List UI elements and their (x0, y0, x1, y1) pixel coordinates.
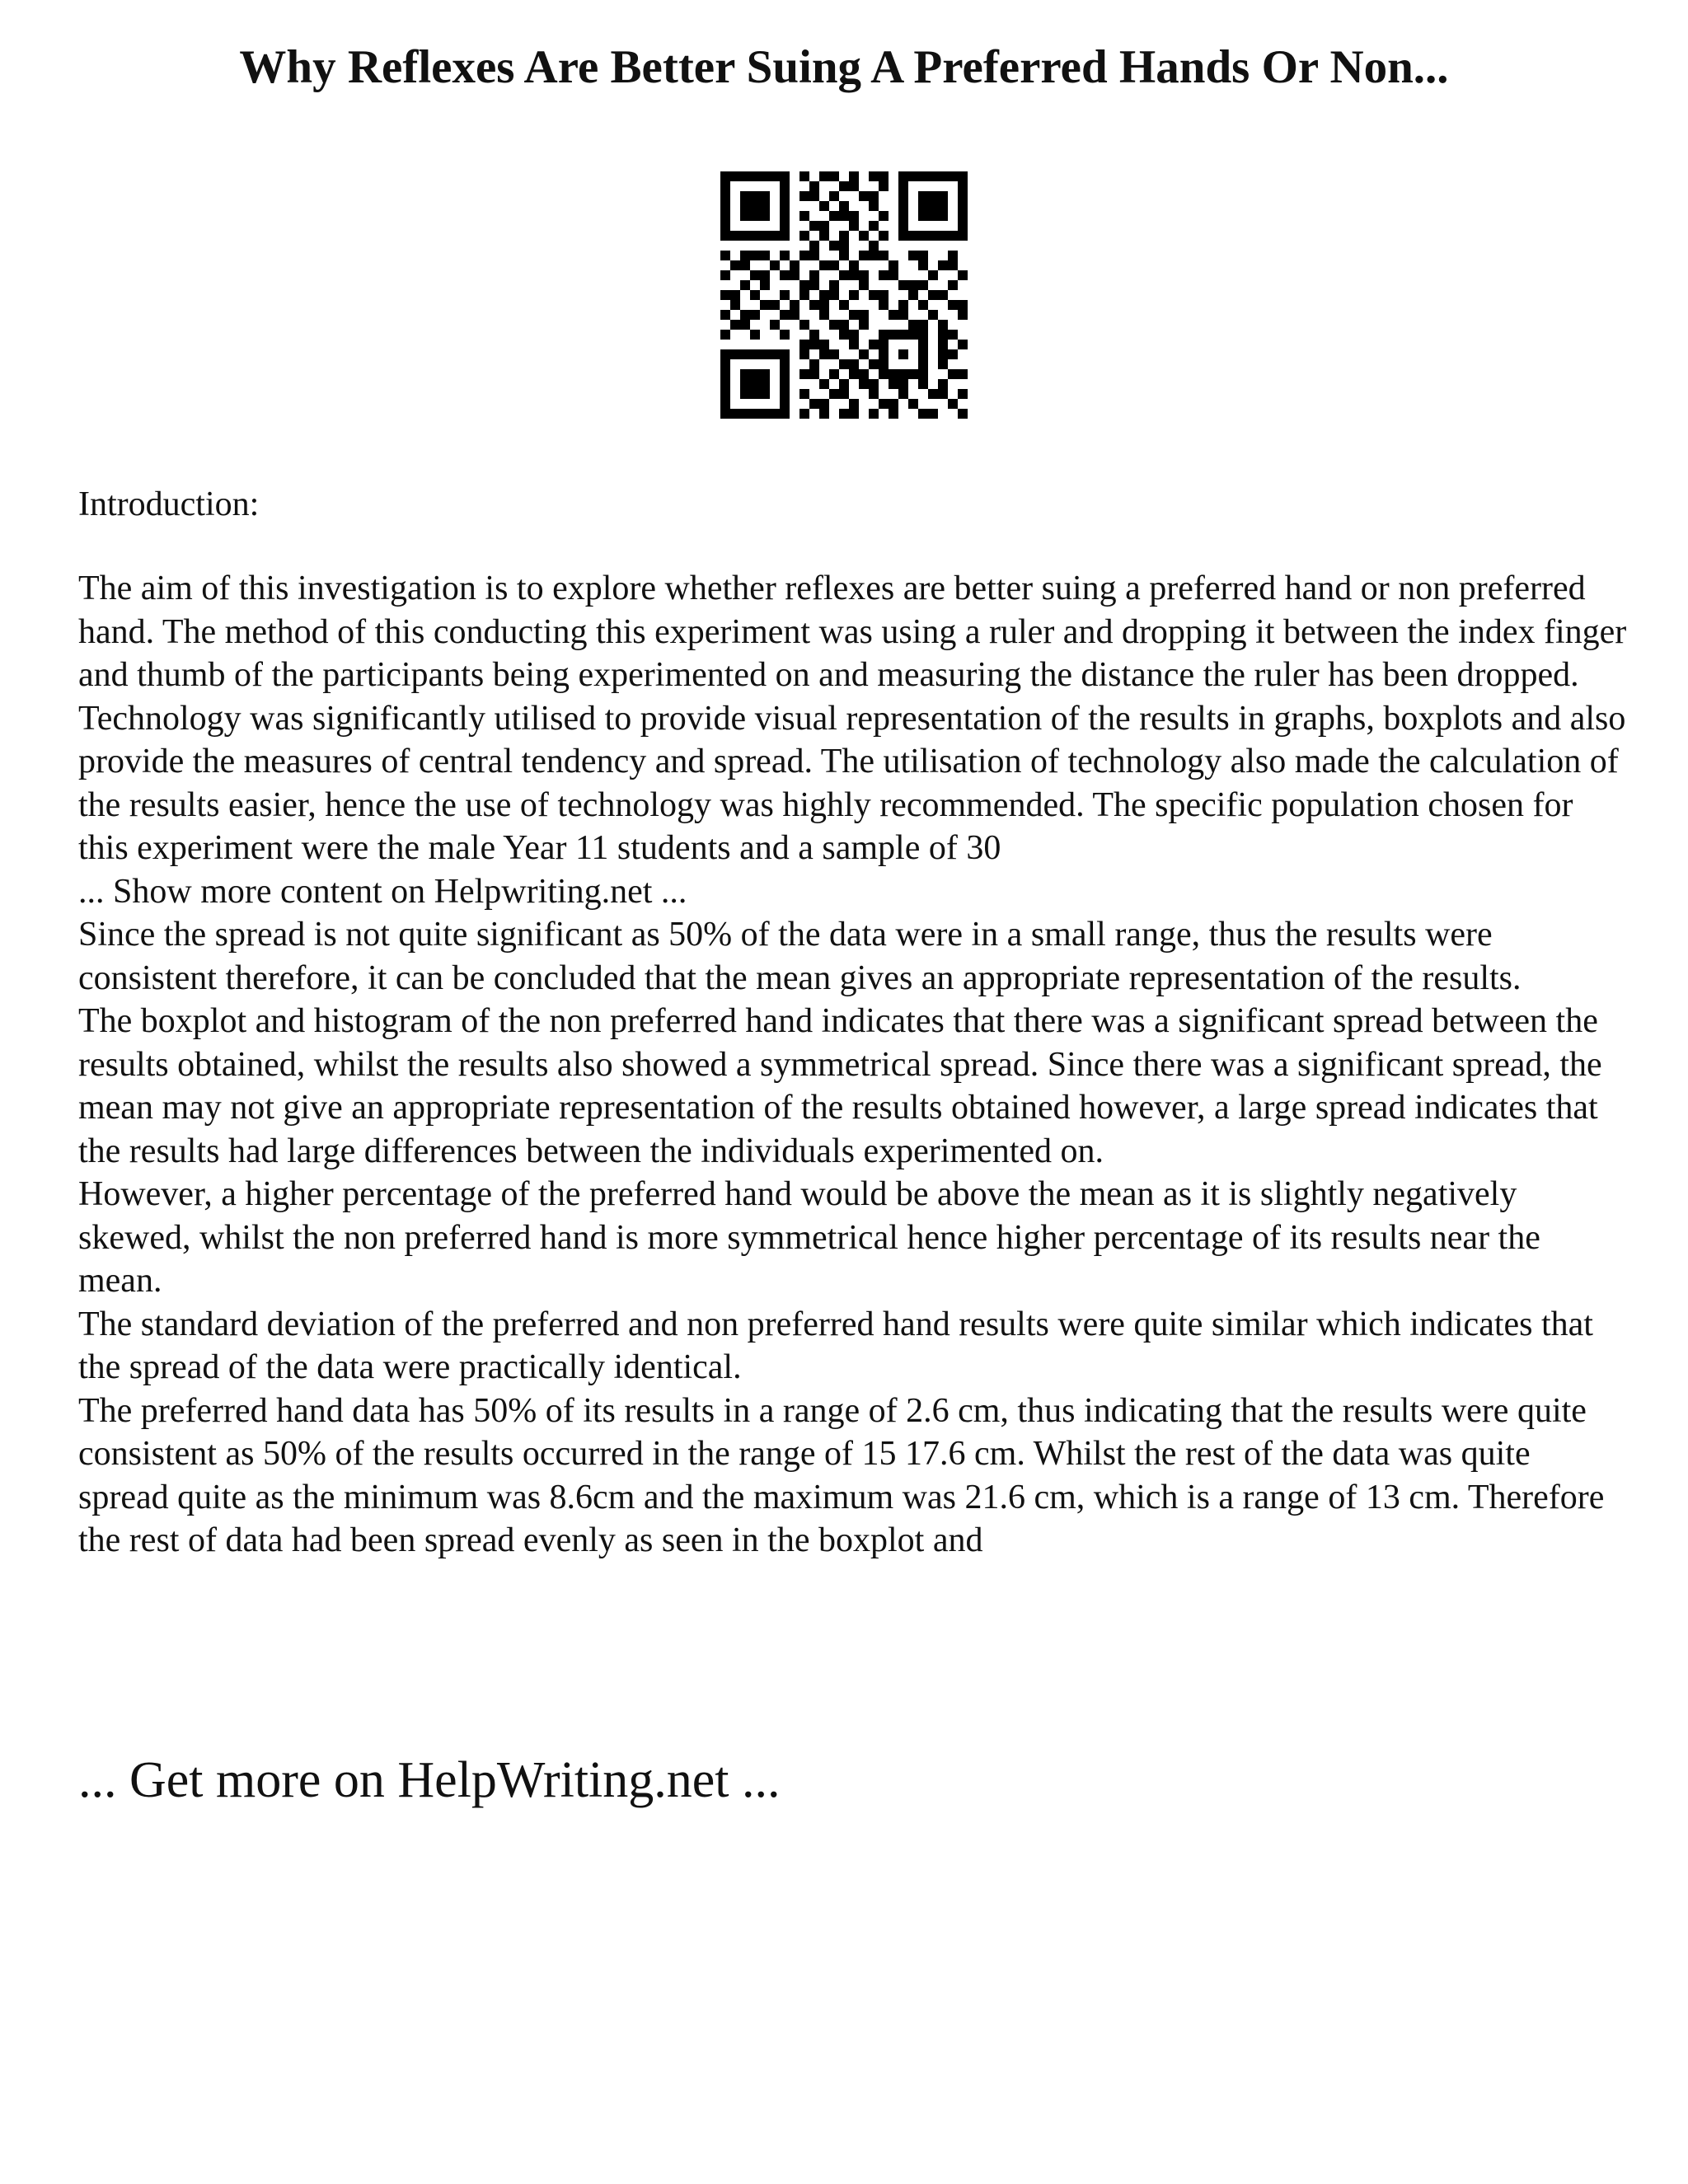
section-heading: Introduction: (78, 485, 260, 523)
paragraph: The aim of this investigation is to explore whether reflexes are better suing a preferred hand or non preferred hand. The method of this conducting this experiment was using a ruler and dropping it between the index finger and thumb of the participants being experimented on and measuring the distance the ruler has been dropped. (78, 569, 1627, 694)
paragraph: The boxplot and histogram of the non preferred hand indicates that there was a significant spread between the results obtained, whilst the results also showed a symmetrical spread. Since there was a significant spread, the mean may not give an appropriate representation of the results obtained however, a large spread indicates that the results had large differences between the individuals experimented on. (78, 1002, 1602, 1170)
paragraph: The standard deviation of the preferred and non preferred hand results were quite similar which indicates that the spread of the data were practically identical. (78, 1305, 1593, 1386)
paragraph: Since the spread is not quite significant as 50% of the data were in a small range, thus the results were consistent therefore, it can be concluded that the mean gives an appropriate representation of the results. (78, 916, 1522, 997)
document-title: Why Reflexes Are Better Suing A Preferred Hands Or Non... (239, 41, 1449, 93)
paragraph: However, a higher percentage of the preferred hand would be above the mean as it is slightly negatively skewed, whilst the non preferred hand is more symmetrical hence higher percentage of its results near the mean. (78, 1175, 1540, 1300)
paragraph: Technology was significantly utilised to provide visual representation of the results in graphs, boxplots and also provide the measures of central tendency and spread. The utilisation of technology also made the calculation of the results easier, hence the use of technology was highly recommended. The specific population chosen for this experiment were the male Year 11 students and a sample of 30 (78, 699, 1626, 867)
show-more-link[interactable]: ... Show more content on Helpwriting.net ... (78, 872, 687, 911)
qr-code-icon[interactable] (720, 171, 968, 419)
paragraph: The preferred hand data has 50% of its results in a range of 2.6 cm, thus indicating that the results were quite consistent as 50% of the results occurred in the range of 15 17.6 cm. Whilst the rest of the data was quite spread quite as the minimum was 8.6cm and the maximum was 21.6 cm, which is a range of 13 cm. Therefore the rest of data had been spread evenly as seen in the boxplot and (78, 1391, 1605, 1559)
body-text (78, 567, 1628, 1563)
get-more-link[interactable]: ... Get more on HelpWriting.net ... (78, 1752, 781, 1808)
